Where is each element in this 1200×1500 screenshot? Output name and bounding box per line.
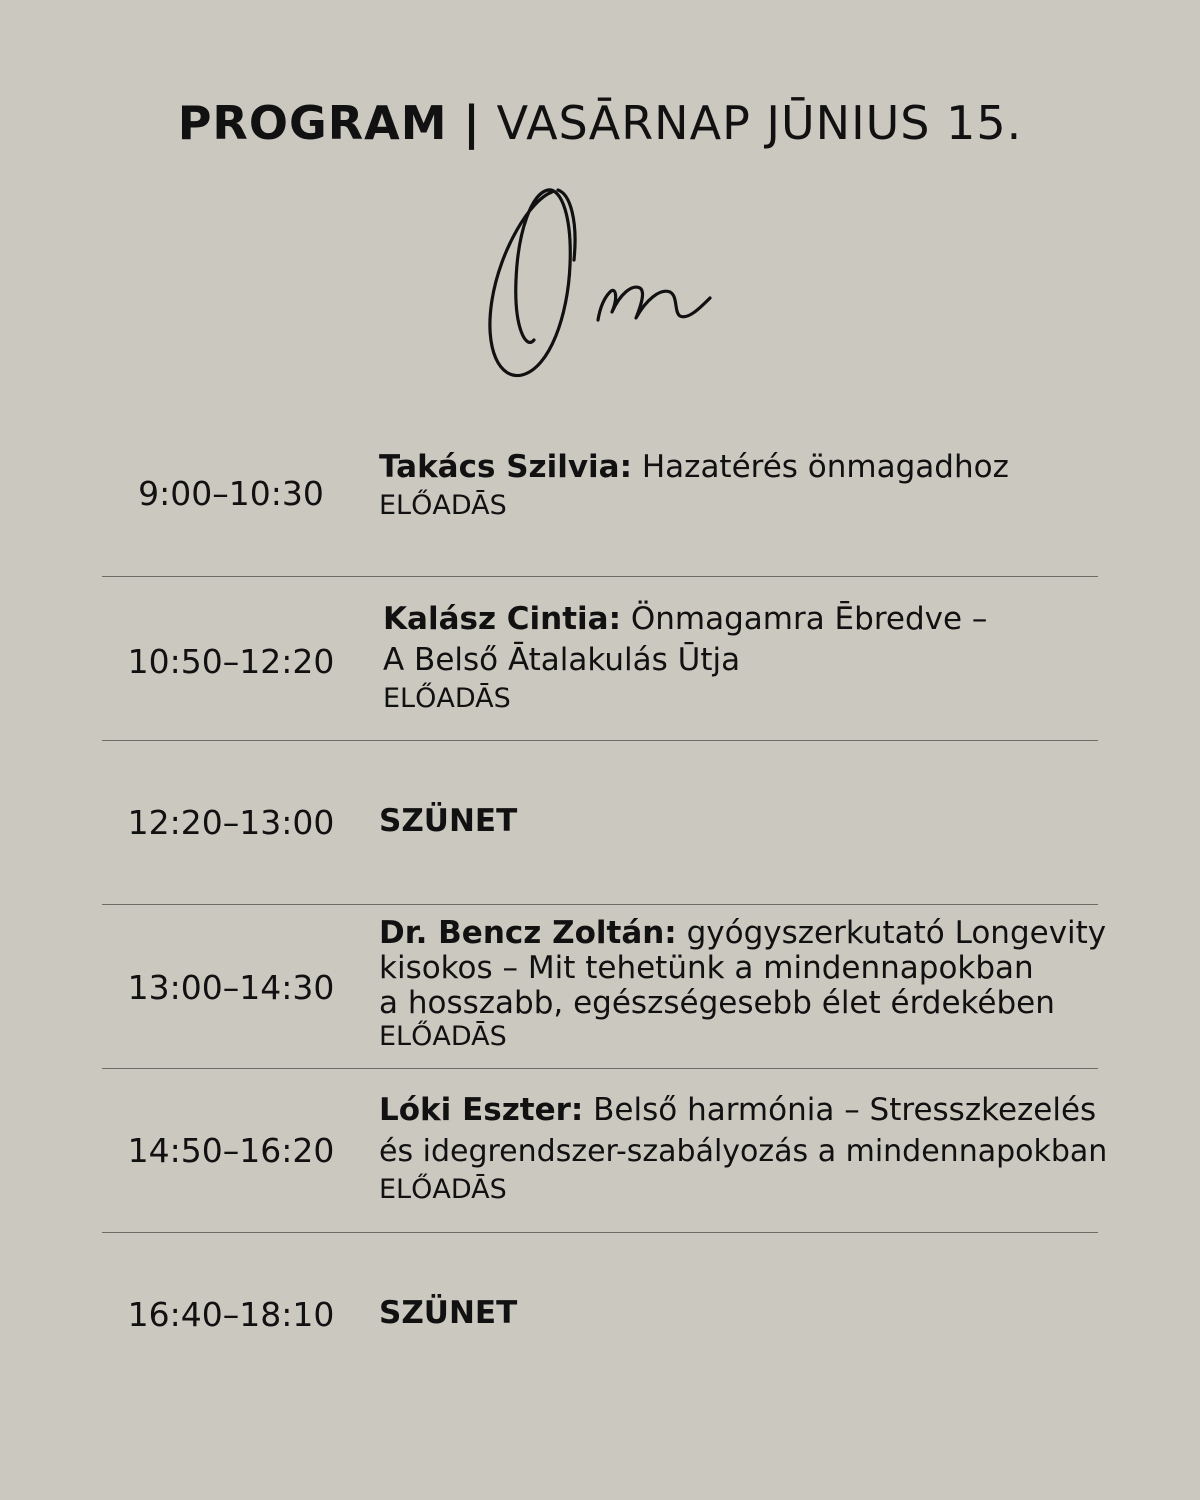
talk-title-line: a hosszabb, egészségesebb élet érdekében [379,985,1055,1021]
break-label: SZÜNET [379,803,518,839]
schedule-item [379,447,1139,524]
day-label: VASĀRNAP JŪNIUS 15. [496,96,1023,150]
speaker-name: Takács Szilvia: [379,449,632,485]
time-slot: 16:40–18:10 [127,1295,335,1334]
talk-title-line: A Belső Ātalakulás Ūtja [383,642,741,678]
time-slot: 13:00–14:30 [127,968,335,1007]
divider [102,1232,1098,1233]
time-slot: 10:50–12:20 [127,642,335,681]
session-type: ELŐADĀS [379,490,507,521]
talk-title-line: Önmagamra Ēbredve – [630,601,988,637]
session-type: ELŐADĀS [379,1021,507,1052]
talk-title-line: Hazatérés önmagadhoz [641,449,1009,485]
speaker-name: Kalász Cintia: [383,601,621,637]
program-label: PROGRAM [177,96,448,150]
session-type: ELŐADĀS [379,1174,507,1205]
schedule-item [383,599,1143,717]
speaker-name: Lóki Eszter: [379,1092,584,1128]
divider [102,576,1098,577]
time-slot: 14:50–16:20 [127,1131,335,1170]
om-script-logo [470,180,730,385]
divider [102,740,1098,741]
time-slot: 12:20–13:00 [127,803,335,842]
talk-title-line: Belső harmónia – Stresszkezelés [593,1092,1097,1128]
talk-title-line: kisokos – Mit tehetünk a mindennapokban [379,950,1034,986]
divider [102,904,1098,905]
page-title [0,96,1200,150]
time-slot: 9:00–10:30 [138,474,324,513]
schedule-item [379,916,1139,1053]
title-separator: | [463,96,481,150]
break-label: SZÜNET [379,1295,518,1331]
speaker-name: Dr. Bencz Zoltán: [379,915,677,951]
schedule-item [379,1090,1169,1208]
talk-title-line: gyógyszerkutató Longevity [686,915,1107,951]
divider [102,1068,1098,1069]
session-type: ELŐADĀS [383,683,511,714]
talk-title-line: és idegrendszer-szabályozás a mindennapokban [379,1134,1108,1169]
